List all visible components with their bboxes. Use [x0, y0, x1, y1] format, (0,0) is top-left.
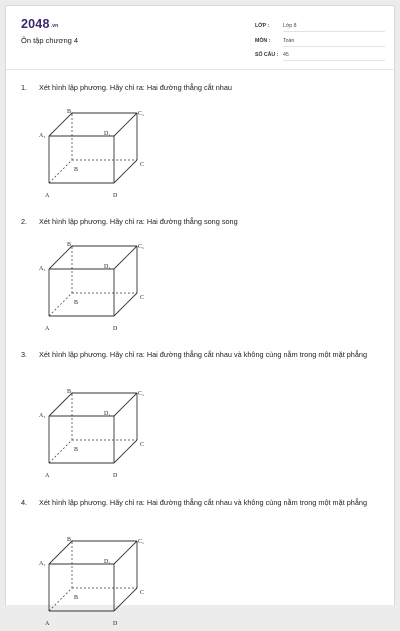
vertex-label-b: B — [74, 167, 79, 173]
meta-value: Toán — [283, 38, 295, 44]
vertex-label-b1: B₁ — [67, 537, 74, 543]
vertex-label-a: A — [45, 473, 50, 479]
vertex-label-a1: A₁ — [39, 133, 46, 139]
edge-a1-b1 — [49, 246, 72, 269]
vertex-label-d: D — [113, 193, 118, 199]
vertex-label-a: A — [45, 326, 50, 332]
vertex-label-c1: C₁ — [138, 539, 145, 545]
vertex-label-b: B — [74, 595, 79, 601]
meta-value: Lớp 8 — [283, 23, 297, 29]
cube-figure-4 — [34, 534, 149, 631]
vertex-label-a: A — [45, 193, 50, 199]
vertex-label-c1: C₁ — [138, 111, 145, 117]
question-number: 4. — [21, 498, 28, 507]
cube-diagram — [34, 106, 149, 198]
vertex-label-d1: D₁ — [104, 264, 111, 270]
vertex-label-b1: B₁ — [67, 242, 74, 248]
edge-a1-b1 — [49, 393, 72, 416]
question-number: 2. — [21, 217, 28, 226]
hidden-edge-a-b — [49, 293, 72, 316]
cube-diagram — [34, 534, 149, 626]
cube-figure-3 — [34, 386, 149, 483]
worksheet-header — [6, 6, 396, 66]
question-text: Xét hình lập phương. Hãy chỉ ra: Hai đường thẳng cắt nhau và không cùng nằm trong một mặt phẳng — [39, 350, 368, 359]
vertex-label-d: D — [113, 621, 118, 627]
edge-d-c — [114, 440, 137, 463]
vertex-label-d: D — [113, 473, 118, 479]
vertex-label-b1: B₁ — [67, 109, 74, 115]
vertex-label-b1: B₁ — [67, 389, 74, 395]
question-text: Xét hình lập phương. Hãy chỉ ra: Hai đường thẳng cắt nhau — [39, 83, 232, 92]
vertex-label-c: C — [140, 295, 145, 301]
edge-d1-c1 — [114, 393, 137, 416]
logo-text: 2048 — [21, 17, 50, 31]
vertex-label-c: C — [140, 442, 145, 448]
header-divider — [6, 69, 396, 70]
logo — [21, 17, 58, 31]
vertex-label-c1: C₁ — [138, 244, 145, 250]
vertex-label-c: C — [140, 162, 145, 168]
meta-key: LỚP : — [255, 23, 270, 29]
vertex-label-b: B — [74, 447, 79, 453]
vertex-label-a1: A₁ — [39, 266, 46, 272]
cube-figure-2 — [34, 239, 149, 336]
worksheet — [5, 5, 395, 627]
meta-underline — [283, 60, 385, 61]
question-text: Xét hình lập phương. Hãy chỉ ra: Hai đường thẳng cắt nhau và không cùng nằm trong một mặt phẳng — [39, 498, 368, 507]
edge-d1-c1 — [114, 246, 137, 269]
question-text: Xét hình lập phương. Hãy chỉ ra: Hai đường thẳng song song — [39, 217, 238, 226]
vertex-label-b: B — [74, 300, 79, 306]
vertex-label-d: D — [113, 326, 118, 332]
hidden-edge-a-b — [49, 440, 72, 463]
edge-d1-c1 — [114, 541, 137, 564]
worksheet-title: Ôn tập chương 4 — [21, 36, 79, 45]
hidden-edge-a-b — [49, 160, 72, 183]
edge-a1-b1 — [49, 541, 72, 564]
logo-suffix: .vn — [50, 23, 59, 29]
question-number: 3. — [21, 350, 28, 359]
cube-figure-1 — [34, 106, 149, 203]
vertex-label-c1: C₁ — [138, 391, 145, 397]
vertex-label-d1: D₁ — [104, 131, 111, 137]
edge-d1-c1 — [114, 113, 137, 136]
vertex-label-d1: D₁ — [104, 559, 111, 565]
meta-key: MÔN : — [255, 38, 271, 44]
cube-diagram — [34, 386, 149, 478]
vertex-label-c: C — [140, 590, 145, 596]
vertex-label-d1: D₁ — [104, 411, 111, 417]
meta-value: 45 — [283, 52, 289, 58]
vertex-label-a1: A₁ — [39, 413, 46, 419]
cube-diagram — [34, 239, 149, 331]
edge-d-c — [114, 160, 137, 183]
meta-underline — [283, 31, 385, 32]
edge-d-c — [114, 293, 137, 316]
vertex-label-a1: A₁ — [39, 561, 46, 567]
meta-underline — [283, 46, 385, 47]
meta-key: SỐ CÂU : — [255, 52, 279, 58]
edge-a1-b1 — [49, 113, 72, 136]
vertex-label-a: A — [45, 621, 50, 627]
question-number: 1. — [21, 83, 28, 92]
